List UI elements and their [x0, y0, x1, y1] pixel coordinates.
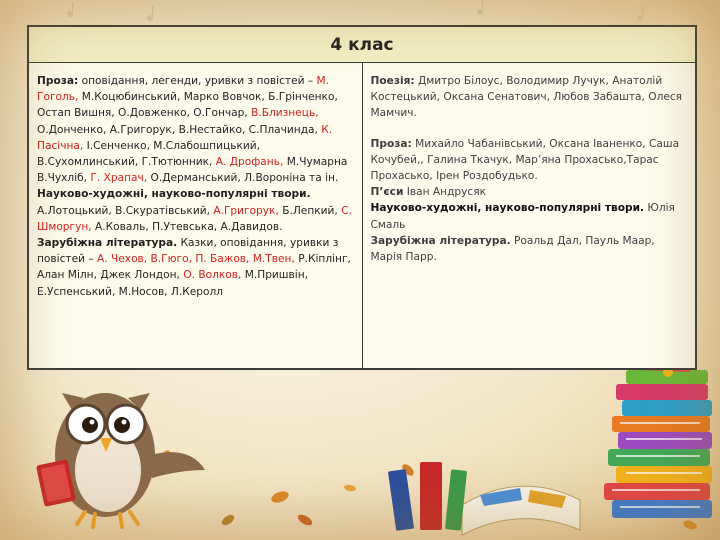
- autumn-leaves: [159, 449, 698, 532]
- book-stack-illustration: [388, 357, 712, 535]
- prose-text-1: оповідання, легенди, уривки з повістей –: [78, 75, 317, 87]
- label-plays: П’єси: [370, 186, 404, 199]
- prose-right-text: Михайло Чабанівський, Оксана Іваненко, Саша Кочубей,, Галина Ткачук, Мар’яна Прохасько,Тарас Прохасько, Ірен Роздобудько.: [370, 137, 680, 183]
- right-poetry-paragraph: [371, 73, 688, 122]
- foreign-red-2: О. Волков,: [183, 269, 242, 282]
- right-science-paragraph: [371, 200, 688, 232]
- label-science: Науково-художні, науково-популярні твори.: [37, 188, 311, 201]
- label-foreign-right: Зарубіжна література.: [370, 234, 511, 247]
- prose-red-1: М. Гоголь,: [37, 75, 330, 104]
- plays-text: Іван Андрусяк: [403, 186, 486, 199]
- foreign-right-text: Роальд Дал, Пауль Маар, Марія Парр.: [370, 234, 655, 264]
- right-prose-paragraph: [371, 136, 688, 185]
- prose-red-2: В.Близнець,: [251, 107, 319, 120]
- left-column-text: [37, 73, 354, 300]
- right-column-cell: [362, 63, 696, 369]
- right-plays-paragraph: [371, 184, 688, 200]
- label-foreign: Зарубіжна література.: [37, 237, 178, 250]
- music-notes: [67, 0, 643, 21]
- prose-red-3: К. Пасічна,: [37, 123, 333, 152]
- left-prose-paragraph: [37, 73, 354, 186]
- science-text-3: А.Коваль, П.Утевська, А.Давидов.: [91, 220, 283, 233]
- content-table: [27, 25, 697, 370]
- right-column-text: [371, 73, 688, 265]
- owl-illustration: [36, 393, 205, 527]
- prose-red-5: Г. Храпач,: [90, 172, 148, 185]
- right-foreign-paragraph: [371, 233, 688, 265]
- science-red-1: А.Григорук,: [213, 204, 279, 217]
- label-science-right: Науково-художні, науково-популярні твори.: [370, 202, 645, 215]
- prose-text-5: М.Чумарна В.Чухліб,: [37, 156, 348, 185]
- poetry-text: Дмитро Білоус, Володимир Лучук, Анатолій Костецький, Оксана Сенатович, Любов Забашта, Олеся Мамчич.: [370, 75, 683, 120]
- left-science-paragraph: [37, 186, 354, 235]
- prose-text-6: О.Дерманський, Л.Вороніна та ін.: [147, 172, 339, 185]
- foreign-text-1: Казки, оповідання, уривки з повістей –: [37, 237, 339, 266]
- foreign-red-1: А. Чехов, В.Гюго, П. Бажов, М.Твен,: [97, 253, 295, 266]
- left-column-cell: [29, 63, 363, 369]
- table-header-title: 4 клас: [29, 27, 696, 63]
- left-foreign-paragraph: [37, 235, 354, 300]
- label-prose-right: Проза:: [370, 137, 412, 150]
- label-prose: Проза:: [37, 75, 79, 87]
- science-right-text: Юлія Смаль: [370, 202, 675, 231]
- science-red-2: С. Шморгун,: [37, 204, 352, 233]
- foreign-text-2: Р.Кіплінг, Алан Мілн, Джек Лондон,: [37, 253, 351, 282]
- prose-text-2: М.Коцюбинський, Марко Вовчок, Б.Грінченко, Остап Вишня, О.Довженко, О.Гончар,: [37, 91, 338, 120]
- prose-text-4: І.Сенченко, М.Слабошпицький, В.Сухомлинський, Г.Тютюнник,: [37, 139, 260, 169]
- prose-text-3: О.Донченко, А.Григорук, В.Нестайко, С.Плачинда,: [37, 123, 322, 136]
- science-text-2: Б.Лепкий,: [278, 204, 342, 217]
- prose-red-4: А. Дрофань,: [215, 156, 284, 169]
- spacer: [371, 122, 688, 136]
- science-text-1: А.Лотоцький, В.Скуратівський,: [37, 204, 214, 217]
- foreign-text-3: М.Пришвін, Е.Успенський, М.Носов, Л.Керолл: [37, 269, 308, 298]
- label-poetry: Поезія:: [370, 75, 415, 87]
